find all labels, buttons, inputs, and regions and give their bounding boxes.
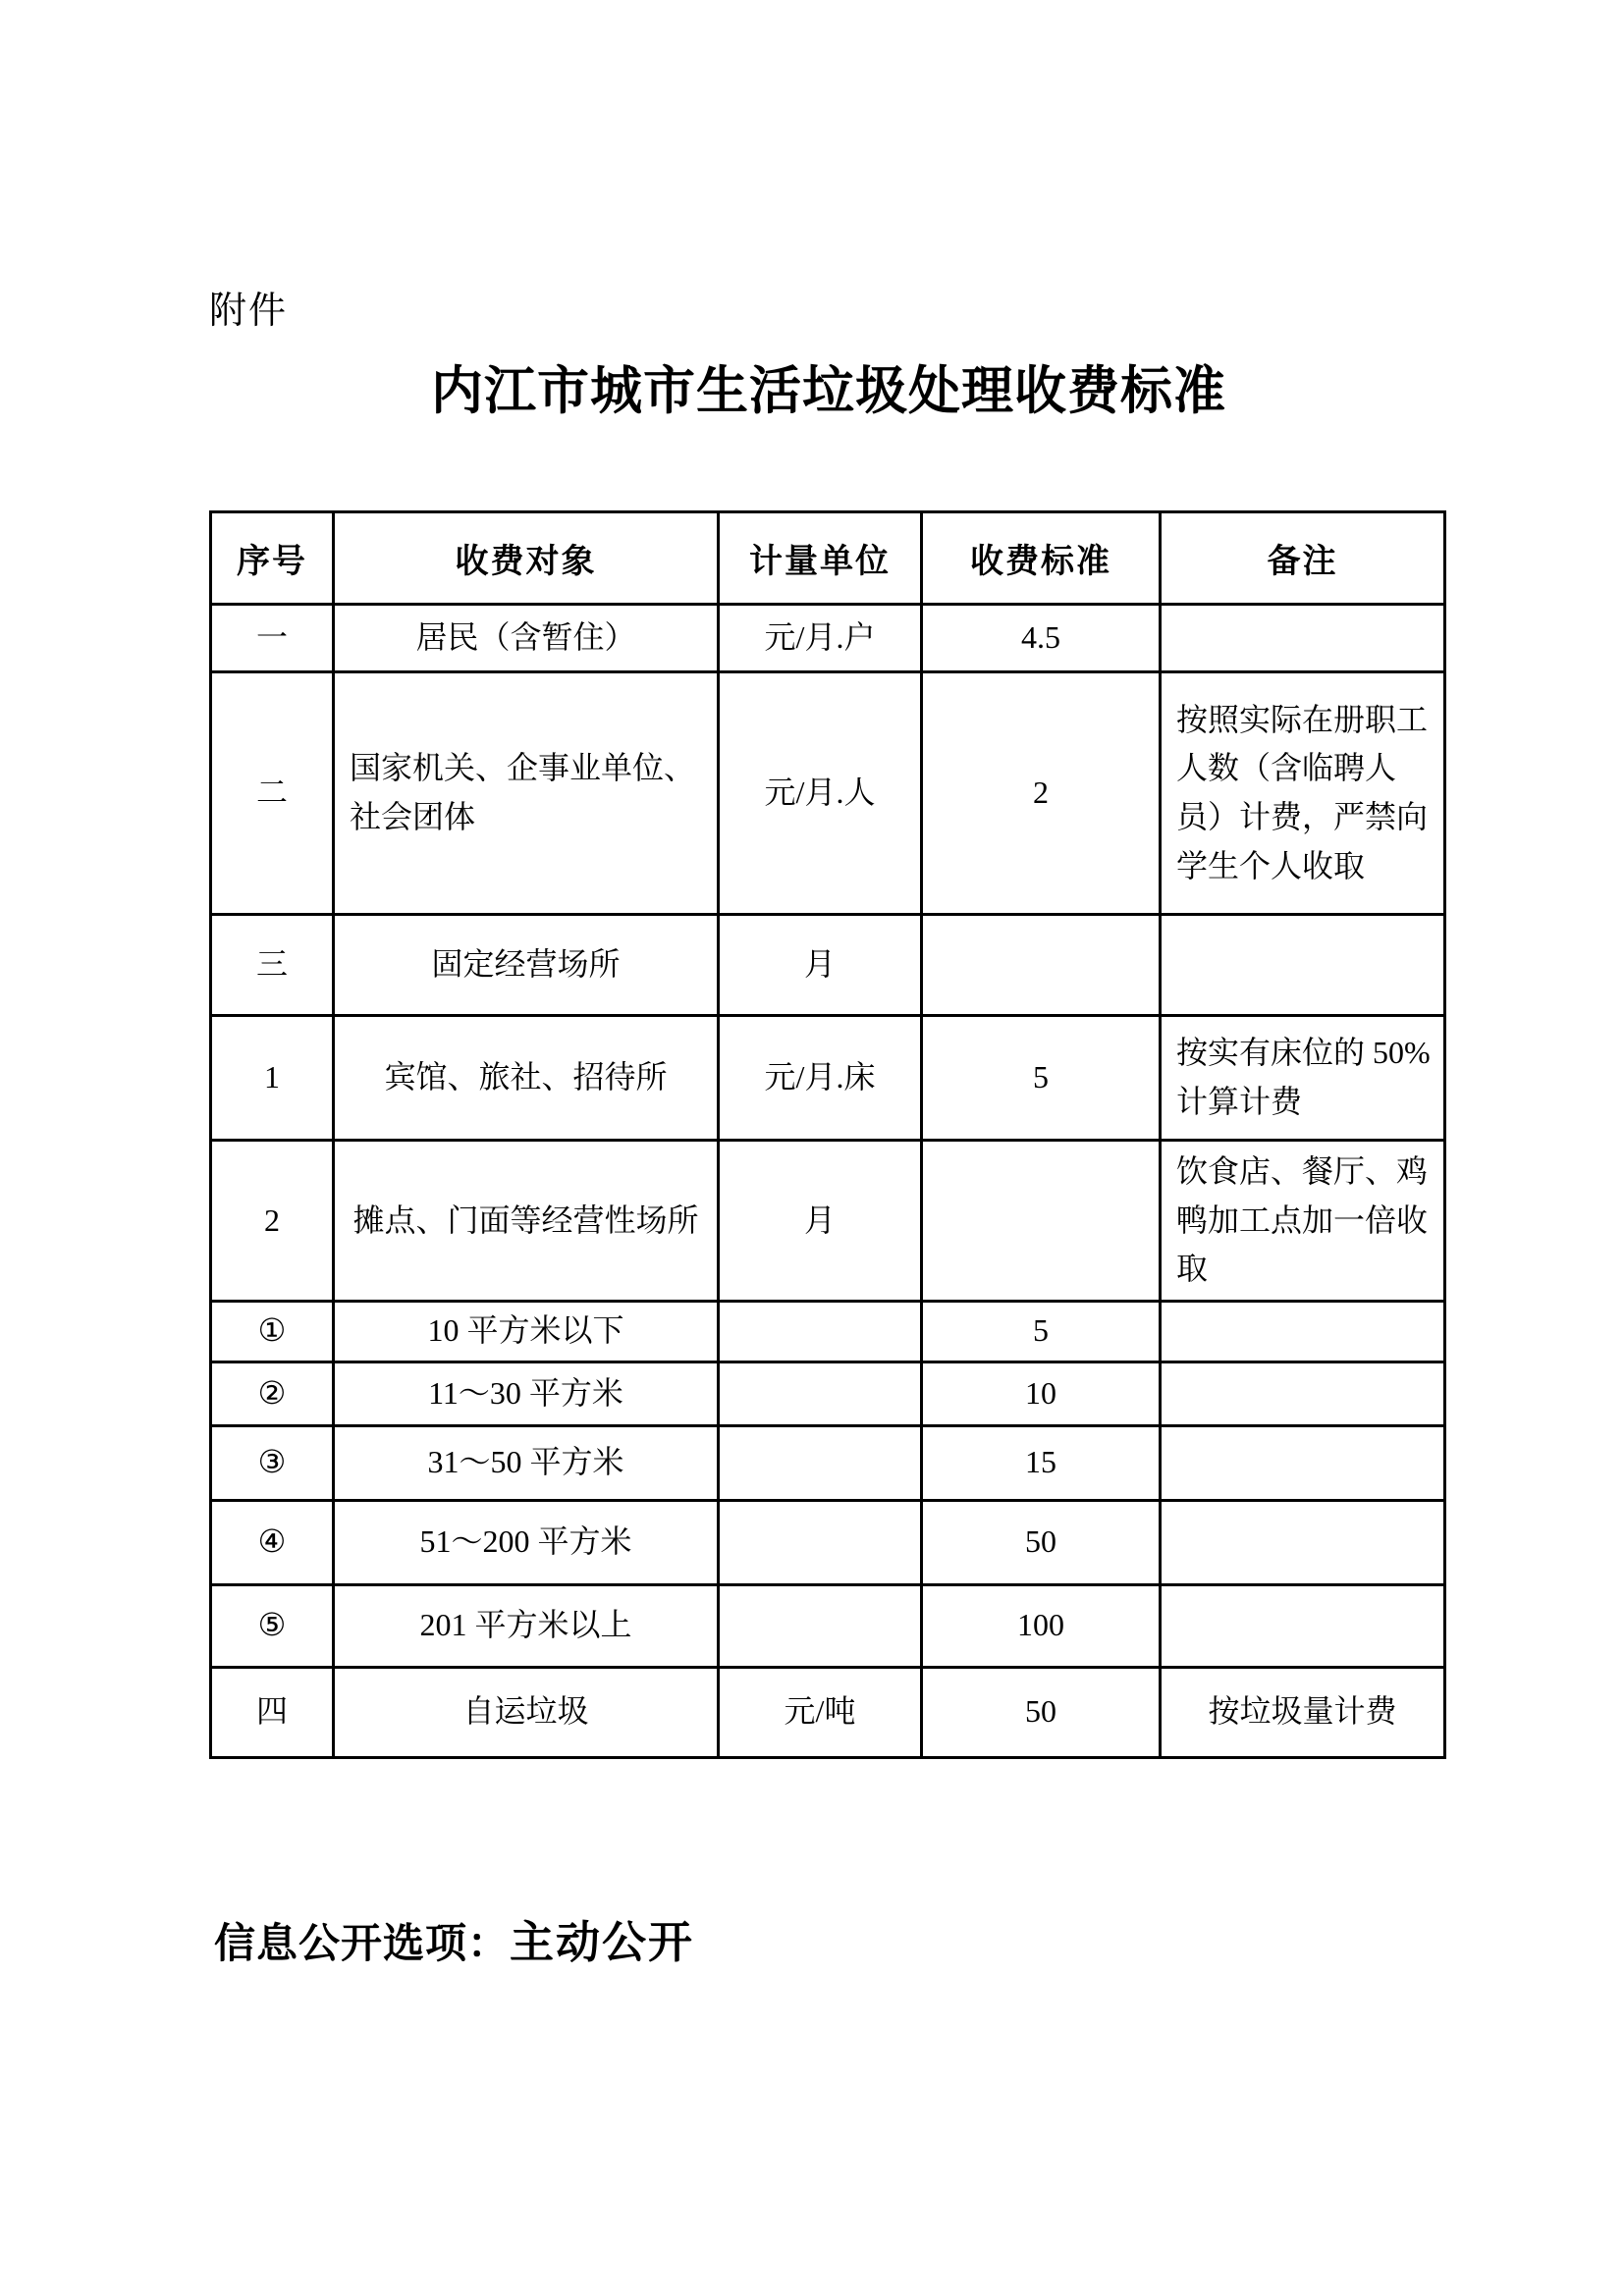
table-row [211, 1500, 1445, 1584]
table-row [211, 1362, 1445, 1425]
cell-fee: 10 [922, 1362, 1161, 1425]
cell-no: ③ [211, 1425, 334, 1500]
cell-no: 二 [211, 672, 334, 915]
cell-note: 按垃圾量计费 [1161, 1667, 1445, 1757]
cell-unit: 元/月.床 [719, 1016, 922, 1141]
cell-fee: 50 [922, 1500, 1161, 1584]
fee-standard-table [209, 510, 1446, 1759]
cell-target: 宾馆、旅社、招待所 [334, 1016, 719, 1141]
cell-no: 2 [211, 1141, 334, 1302]
cell-unit: 元/月.人 [719, 672, 922, 915]
cell-no: 三 [211, 915, 334, 1016]
cell-target: 固定经营场所 [334, 915, 719, 1016]
cell-target: 自运垃圾 [334, 1667, 719, 1757]
col-header-no: 序号 [211, 512, 334, 605]
table-row [211, 915, 1445, 1016]
table-row [211, 1584, 1445, 1667]
cell-unit [719, 1425, 922, 1500]
cell-target: 摊点、门面等经营性场所 [334, 1141, 719, 1302]
cell-fee: 5 [922, 1016, 1161, 1141]
cell-no: ④ [211, 1500, 334, 1584]
footer-label: 信息公开选项： [214, 1920, 511, 1966]
footer-value: 主动公开 [510, 1918, 695, 1967]
cell-unit [719, 1500, 922, 1584]
table-row [211, 1425, 1445, 1500]
cell-no: 1 [211, 1016, 334, 1141]
header-row [211, 512, 1445, 605]
cell-unit [719, 1584, 922, 1667]
cell-target: 国家机关、企事业单位、社会团体 [334, 672, 719, 915]
cell-note [1161, 1301, 1445, 1362]
cell-target: 居民（含暂住） [334, 605, 719, 672]
cell-fee [922, 1141, 1161, 1302]
table-row [211, 1016, 1445, 1141]
cell-target: 51～200 平方米 [334, 1500, 719, 1584]
col-header-note: 备注 [1161, 512, 1445, 605]
cell-note [1161, 1584, 1445, 1667]
cell-note: 饮食店、餐厅、鸡鸭加工点加一倍收取 [1161, 1141, 1445, 1302]
cell-unit: 月 [719, 1141, 922, 1302]
attachment-label: 附件 [209, 291, 289, 332]
col-header-target: 收费对象 [334, 512, 719, 605]
cell-target: 201 平方米以上 [334, 1584, 719, 1667]
cell-fee [922, 915, 1161, 1016]
cell-fee: 15 [922, 1425, 1161, 1500]
cell-note [1161, 1500, 1445, 1584]
cell-no: ① [211, 1301, 334, 1362]
cell-target: 11～30 平方米 [334, 1362, 719, 1425]
cell-fee: 2 [922, 672, 1161, 915]
cell-fee: 50 [922, 1667, 1161, 1757]
cell-target: 10 平方米以下 [334, 1301, 719, 1362]
cell-unit: 月 [719, 915, 922, 1016]
cell-unit: 元/吨 [719, 1667, 922, 1757]
cell-fee: 5 [922, 1301, 1161, 1362]
table-row [211, 1301, 1445, 1362]
col-header-unit: 计量单位 [719, 512, 922, 605]
cell-note [1161, 1425, 1445, 1500]
cell-unit [719, 1301, 922, 1362]
cell-fee: 4.5 [922, 605, 1161, 672]
info-disclosure-line [214, 1906, 694, 1970]
cell-no: ⑤ [211, 1584, 334, 1667]
cell-unit: 元/月.户 [719, 605, 922, 672]
cell-note [1161, 1362, 1445, 1425]
cell-fee: 100 [922, 1584, 1161, 1667]
document-title: 内江市城市生活垃圾处理收费标准 [431, 363, 1226, 420]
table-row [211, 672, 1445, 915]
cell-no: 一 [211, 605, 334, 672]
cell-note: 按实有床位的 50%计算计费 [1161, 1016, 1445, 1141]
col-header-fee: 收费标准 [922, 512, 1161, 605]
cell-no: ② [211, 1362, 334, 1425]
cell-target: 31～50 平方米 [334, 1425, 719, 1500]
cell-note [1161, 605, 1445, 672]
cell-no: 四 [211, 1667, 334, 1757]
table-row [211, 1667, 1445, 1757]
table-row [211, 605, 1445, 672]
cell-note: 按照实际在册职工人数（含临聘人员）计费，严禁向学生个人收取 [1161, 672, 1445, 915]
table-row [211, 1141, 1445, 1302]
cell-note [1161, 915, 1445, 1016]
cell-unit [719, 1362, 922, 1425]
